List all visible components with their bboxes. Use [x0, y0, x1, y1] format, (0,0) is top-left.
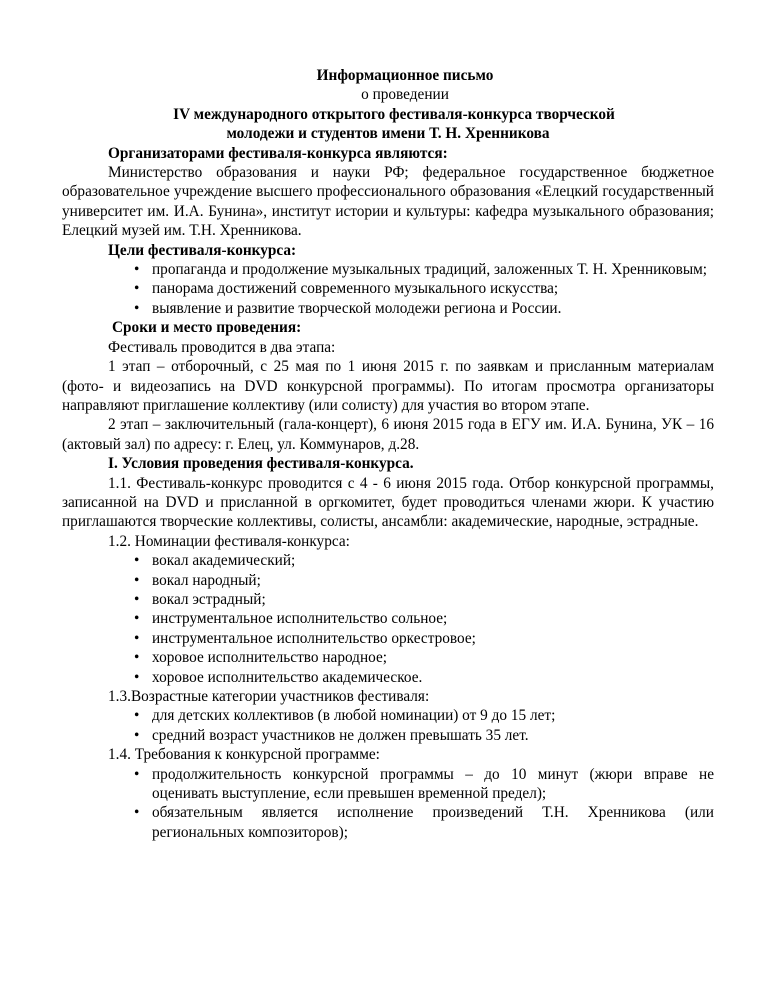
organizers-heading: Организаторами фестиваля-конкурса являются:: [108, 144, 448, 162]
list-item: • пропаганда и продолжение музыкальных традиций, заложенных Т. Н. Хренниковым;: [134, 261, 708, 279]
bullet-icon: •: [134, 261, 140, 279]
bullet-icon: •: [134, 804, 140, 822]
age-categories-list: [62, 706, 714, 745]
section-1-heading: I. Условия проведения фестиваля-конкурса.: [108, 455, 414, 473]
dates-paragraph-1: Фестиваль проводится в два этапа:: [108, 338, 336, 356]
requirements-list: [62, 765, 714, 843]
bullet-icon: •: [134, 726, 140, 744]
bullet-icon: •: [134, 707, 140, 725]
letter-subtitle: о проведении: [361, 86, 449, 104]
list-item: • хоровое исполнительство академическое.: [134, 668, 423, 686]
bullet-icon: •: [134, 280, 140, 298]
bullet-icon: •: [134, 629, 140, 647]
festival-name-line-2: молодежи и студентов имени Т. Н. Хренникова: [226, 125, 550, 143]
festival-name-line-1: IV международного открытого фестиваля-конкурса творческой: [173, 105, 615, 123]
goals-heading: Цели фестиваля-конкурса:: [108, 241, 297, 259]
list-item: • продолжительность конкурсной программы – до 10 минут (жюри вправе не оценивать выступление, если превышен временной предел);: [134, 765, 714, 803]
goals-list: [62, 260, 714, 318]
bullet-icon: •: [134, 668, 140, 686]
section-1-4-text: 1.4. Требования к конкурсной программе:: [108, 746, 380, 764]
list-item: • инструментальное исполнительство сольное;: [134, 610, 448, 628]
document-page: [62, 66, 714, 842]
bullet-icon: •: [134, 765, 140, 783]
bullet-icon: •: [134, 649, 140, 667]
list-item: • вокал академический;: [134, 552, 296, 570]
bullet-icon: •: [134, 299, 140, 317]
section-1-2-text: 1.2. Номинации фестиваля-конкурса:: [108, 532, 350, 550]
list-item: • инструментальное исполнительство оркестровое;: [134, 629, 476, 647]
bullet-icon: •: [134, 552, 140, 570]
bullet-icon: •: [134, 610, 140, 628]
bullet-icon: •: [134, 571, 140, 589]
list-item: • хоровое исполнительство народное;: [134, 649, 388, 667]
section-1-3-text: 1.3.Возрастные категории участников фестиваля:: [108, 688, 430, 705]
list-item: • панорама достижений современного музыкального искусства;: [134, 280, 559, 298]
letter-title: Информационное письмо: [316, 67, 494, 84]
section-1-1-text: 1.1. Фестиваль-конкурс проводится с 4 - 6 июня 2015 года. Отбор конкурсной программы, записанной на DVD и присланной в оргкомитет, будет проводиться членами жюри. К участию приглашаются творческие коллективы, солисты, ансамбли: академические, народные, эстрадные.: [62, 474, 714, 531]
list-item: • выявление и развитие творческой молодежи региона и России.: [134, 299, 562, 317]
nominations-list: [62, 551, 714, 687]
dates-heading: Сроки и место проведения:: [112, 319, 302, 337]
dates-paragraph-3: 2 этап – заключительный (гала-концерт), 6 июня 2015 года в ЕГУ им. И.А. Бунина, УК – 16 (актовый зал) по адресу: г. Елец, ул. Коммунаров, д.28.: [62, 416, 714, 453]
list-item: • средний возраст участников не должен превышать 35 лет.: [134, 726, 529, 744]
organizers-text: Министерство образования и науки РФ; федеральное государственное бюджетное образовательное учреждение высшего профессионального образования «Елецкий государственный университет им. И.А. Бунина», институт истории и культуры: кафедра музыкального образования; Елецкий музей им. Т.Н. Хренникова.: [62, 164, 714, 240]
list-item: • обязательным является исполнение произведений Т.Н. Хренникова (или региональных композиторов);: [134, 804, 714, 841]
bullet-icon: •: [134, 590, 140, 608]
list-item: • для детских коллективов (в любой номинации) от 9 до 15 лет;: [134, 707, 556, 725]
list-item: • вокал эстрадный;: [134, 590, 266, 608]
dates-paragraph-2: 1 этап – отборочный, с 25 мая по 1 июня 2015 г. по заявкам и присланным материалам (фото- и видеозапись на DVD конкурсной программы). По итогам просмотра организаторы направляют приглашение коллективу (или солисту) для участия во втором этапе.: [62, 358, 714, 414]
list-item: • вокал народный;: [134, 571, 261, 589]
